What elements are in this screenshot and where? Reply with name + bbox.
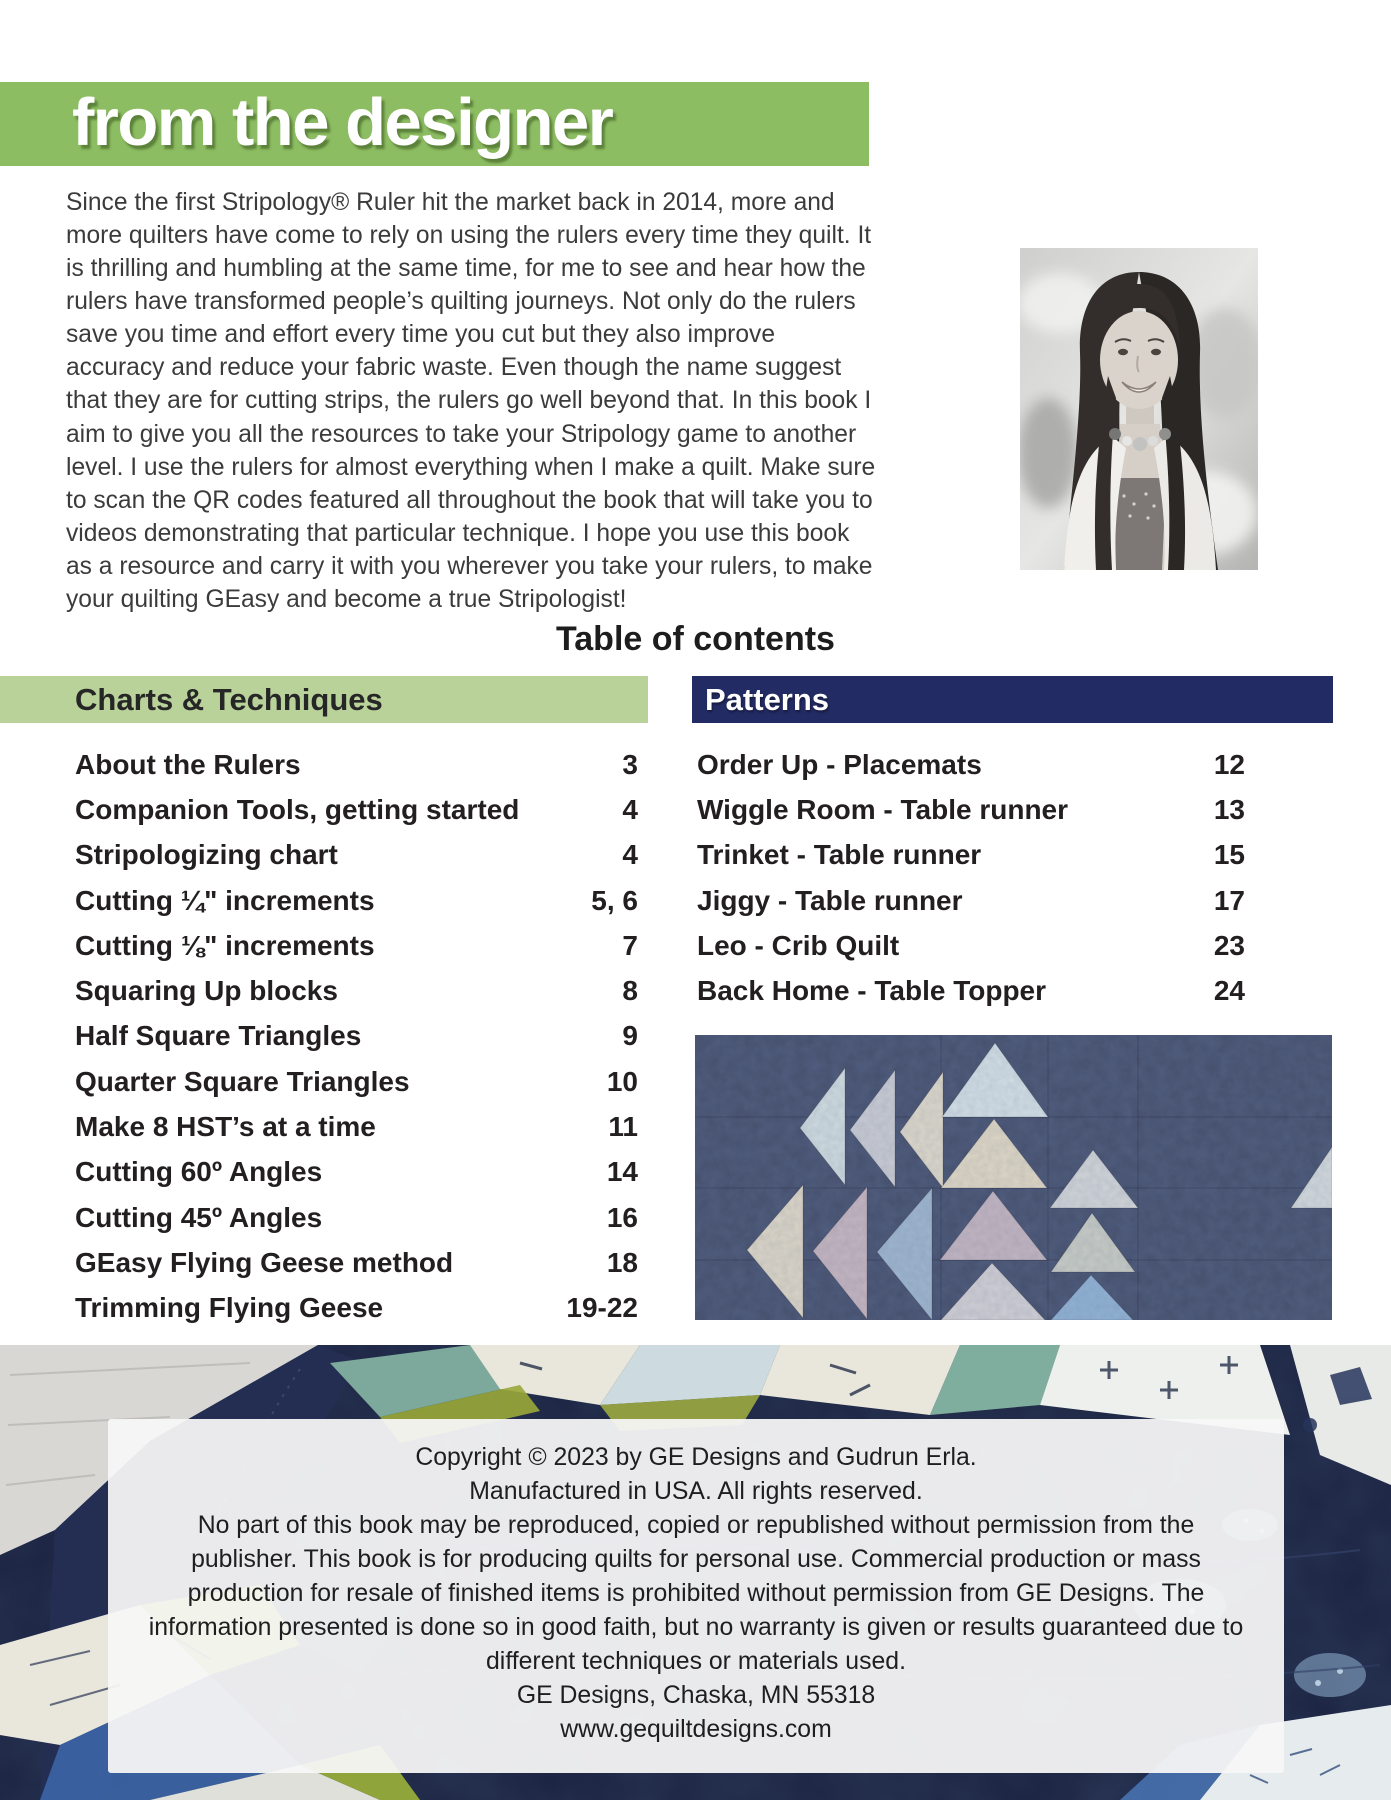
toc-item-page: 9 — [622, 1020, 638, 1052]
toc-item — [75, 742, 638, 787]
toc-item — [697, 833, 1245, 878]
toc-item — [75, 878, 638, 923]
copyright-box — [108, 1419, 1284, 1773]
toc-item-label: GEasy Flying Geese method — [75, 1246, 454, 1278]
toc-item-page: 12 — [1213, 748, 1245, 780]
toc-item — [697, 968, 1245, 1013]
toc-item — [75, 1059, 638, 1104]
toc-item — [75, 1240, 638, 1285]
toc-item-label: Trimming Flying Geese — [75, 1292, 384, 1324]
toc-item — [75, 833, 638, 878]
toc-item-page: 15 — [1213, 839, 1245, 871]
toc-item-label: Cutting ¼" increments — [75, 884, 375, 916]
toc-item-page: 24 — [1213, 975, 1245, 1007]
toc-item-label: Stripologizing chart — [75, 839, 338, 871]
toc-item-label: Jiggy - Table runner — [697, 884, 963, 916]
quilt-background-photo — [0, 1345, 1391, 1800]
flying-geese-quilt-photo — [695, 1035, 1332, 1320]
toc-item-label: Trinket - Table runner — [697, 839, 982, 871]
toc-item — [697, 787, 1245, 832]
publisher-address: GE Designs, Chaska, MN 55318 — [516, 1681, 876, 1709]
page-header-bar — [0, 82, 869, 166]
toc-item-page: 7 — [622, 929, 638, 961]
patterns-toc-list — [697, 742, 1245, 1014]
toc-item-page: 16 — [606, 1201, 638, 1233]
toc-item-label: Half Square Triangles — [75, 1020, 362, 1052]
toc-item-label: Companion Tools, getting started — [75, 793, 520, 825]
toc-item-label: Leo - Crib Quilt — [697, 929, 900, 961]
toc-item — [75, 787, 638, 832]
toc-item — [75, 1150, 638, 1195]
toc-item-page: 4 — [622, 839, 638, 871]
toc-item — [75, 923, 638, 968]
patterns-section-header — [692, 676, 1333, 723]
toc-item — [697, 742, 1245, 787]
toc-item — [75, 1286, 638, 1331]
toc-item-page: 23 — [1213, 929, 1245, 961]
designer-portrait-photo — [1020, 248, 1258, 570]
toc-item-page: 11 — [608, 1111, 638, 1143]
toc-item-page: 18 — [606, 1246, 638, 1278]
toc-item-page: 5, 6 — [591, 884, 638, 916]
copyright-body: No part of this book may be reproduced, copied or republished without permission from the publisher. This book is for producing quilts for personal use. Commercial production or mass production for resale of finished items is prohibited without permission from GE Designs. The information presented is done so in good faith, but no warranty is given or results guaranteed due to different techniques or materials used. — [148, 1511, 1244, 1675]
toc-item — [697, 878, 1245, 923]
toc-item — [75, 1104, 638, 1149]
toc-item — [75, 1195, 638, 1240]
toc-item-page: 13 — [1213, 793, 1245, 825]
toc-item-page: 4 — [622, 793, 638, 825]
charts-toc-list — [75, 742, 638, 1331]
toc-item-label: Back Home - Table Topper — [697, 975, 1047, 1007]
toc-item-label: Wiggle Room - Table runner — [697, 793, 1069, 825]
toc-item-label: Cutting ⅛" increments — [75, 929, 375, 961]
flying-geese-quilt-image — [695, 1035, 1332, 1320]
toc-item-label: Quarter Square Triangles — [75, 1065, 410, 1097]
portrait-image — [1020, 248, 1258, 570]
toc-item — [75, 968, 638, 1013]
toc-item-label: Squaring Up blocks — [75, 975, 338, 1007]
toc-item-label: Order Up - Placemats — [697, 748, 982, 780]
toc-item-label: Cutting 60º Angles — [75, 1156, 323, 1188]
toc-item-label: Make 8 HST’s at a time — [75, 1111, 376, 1143]
charts-section-header — [0, 676, 648, 723]
copyright-line-1: Copyright © 2023 by GE Designs and Gudrun Erla. — [415, 1444, 977, 1471]
toc-item-page: 10 — [606, 1065, 638, 1097]
charts-section-label: Charts & Techniques — [75, 681, 383, 717]
toc-item-label: Cutting 45º Angles — [75, 1201, 323, 1233]
toc-item-page: 19-22 — [566, 1292, 638, 1324]
copyright-line-2: Manufactured in USA. All rights reserved. — [469, 1477, 923, 1505]
toc-item — [697, 923, 1245, 968]
page-title: from the designer — [72, 85, 613, 160]
toc-item — [75, 1014, 638, 1059]
toc-title: Table of contents — [556, 620, 835, 658]
toc-item-page: 14 — [606, 1156, 638, 1188]
toc-item-page: 17 — [1213, 884, 1245, 916]
publisher-website: www.gequiltdesigns.com — [560, 1715, 832, 1743]
toc-item-page: 3 — [622, 748, 638, 780]
toc-item-page: 8 — [622, 975, 638, 1007]
toc-item-label: About the Rulers — [75, 748, 301, 780]
patterns-section-label: Patterns — [705, 681, 830, 717]
intro-paragraph: Since the first Stripology® Ruler hit the market back in 2014, more and more quilters have come to rely on using the rulers every time they quilt. It is thrilling and humbling at the same time, for me to see and hear how the rulers have transformed people’s quilting journeys. Not only do the rulers save you time and effort every time you cut but they also improve accuracy and reduce your fabric waste. Even though the name suggest that they are for cutting strips, the rulers go well beyond that. In this book I aim to give you all the resources to take your Stripology game to another level. I use the rulers for almost everything when I make a quilt. Make sure to scan the QR codes featured all throughout the book that will take you to videos demonstrating that particular technique. I hope you use this book as a resource and carry it with you wherever you take your rulers, to make your quilting GEasy and become a true Stripologist! — [66, 189, 876, 613]
